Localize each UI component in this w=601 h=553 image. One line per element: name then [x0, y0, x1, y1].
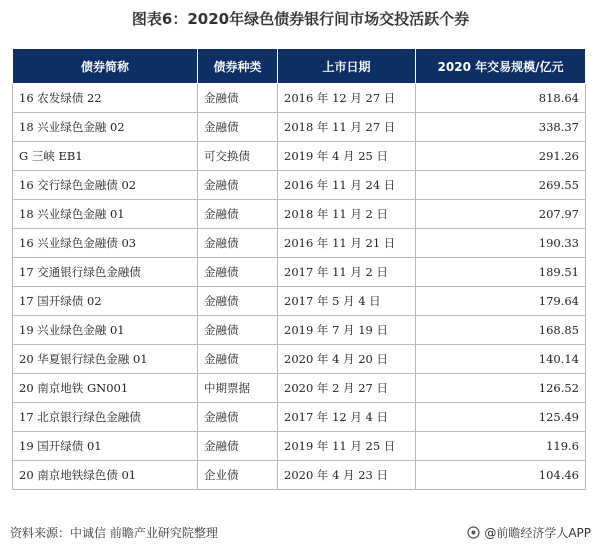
cell-bond-name: 19 国开绿债 01 [13, 432, 198, 461]
table-row [13, 403, 586, 432]
table-row [13, 258, 586, 287]
cell-bond-type: 金融债 [198, 229, 278, 258]
table-row [13, 229, 586, 258]
table-row [13, 171, 586, 200]
cell-bond-name: G 三峡 EB1 [13, 142, 198, 171]
page-title: 图表6：2020年绿色债券银行间市场交投活跃个券 [131, 10, 470, 28]
brand-text: @前瞻经济学人APP [484, 526, 591, 540]
cell-bond-type: 金融债 [198, 113, 278, 142]
cell-bond-name: 20 南京地铁 GN001 [13, 374, 198, 403]
cell-listing-date: 2018 年 11 月 27 日 [278, 113, 416, 142]
cell-bond-type: 可交换债 [198, 142, 278, 171]
column-header-bond-type: 债券种类 [198, 49, 278, 84]
cell-trading-volume: 818.64 [416, 84, 586, 113]
cell-trading-volume: 291.26 [416, 142, 586, 171]
cell-trading-volume: 179.64 [416, 287, 586, 316]
cell-trading-volume: 269.55 [416, 171, 586, 200]
cell-listing-date: 2020 年 4 月 20 日 [278, 345, 416, 374]
cell-listing-date: 2017 年 11 月 2 日 [278, 258, 416, 287]
cell-trading-volume: 189.51 [416, 258, 586, 287]
table-row [13, 432, 586, 461]
cell-trading-volume: 140.14 [416, 345, 586, 374]
cell-listing-date: 2020 年 4 月 23 日 [278, 461, 416, 490]
table-row [13, 200, 586, 229]
cell-listing-date: 2016 年 12 月 27 日 [278, 84, 416, 113]
cell-listing-date: 2019 年 4 月 25 日 [278, 142, 416, 171]
column-header-trading-volume: 2020 年交易规模/亿元 [416, 49, 586, 84]
cell-bond-type: 金融债 [198, 432, 278, 461]
table-row [13, 84, 586, 113]
cell-bond-type: 金融债 [198, 345, 278, 374]
cell-bond-type: 金融债 [198, 258, 278, 287]
cell-trading-volume: 168.85 [416, 316, 586, 345]
cell-listing-date: 2018 年 11 月 2 日 [278, 200, 416, 229]
cell-bond-type: 金融债 [198, 200, 278, 229]
cell-bond-name: 16 交行绿色金融债 02 [13, 171, 198, 200]
source-note: 资料来源：中诚信 前瞻产业研究院整理 [10, 526, 218, 540]
table-row [13, 316, 586, 345]
cell-bond-name: 18 兴业绿色金融 02 [13, 113, 198, 142]
cell-bond-name: 18 兴业绿色金融 01 [13, 200, 198, 229]
cell-listing-date: 2017 年 5 月 4 日 [278, 287, 416, 316]
table-row [13, 461, 586, 490]
cell-trading-volume: 190.33 [416, 229, 586, 258]
table-row [13, 113, 586, 142]
cell-bond-name: 19 兴业绿色金融 01 [13, 316, 198, 345]
cell-listing-date: 2016 年 11 月 24 日 [278, 171, 416, 200]
cell-listing-date: 2019 年 7 月 19 日 [278, 316, 416, 345]
cell-listing-date: 2017 年 12 月 4 日 [278, 403, 416, 432]
cell-bond-type: 中期票据 [198, 374, 278, 403]
cell-trading-volume: 207.97 [416, 200, 586, 229]
cell-bond-type: 金融债 [198, 287, 278, 316]
cell-bond-name: 20 华夏银行绿色金融 01 [13, 345, 198, 374]
column-header-bond-name: 债券简称 [13, 49, 198, 84]
cell-trading-volume: 126.52 [416, 374, 586, 403]
cell-bond-name: 17 交通银行绿色金融债 [13, 258, 198, 287]
brand-credit [467, 524, 591, 541]
cell-listing-date: 2020 年 2 月 27 日 [278, 374, 416, 403]
cell-trading-volume: 104.46 [416, 461, 586, 490]
cell-trading-volume: 119.6 [416, 432, 586, 461]
cell-listing-date: 2019 年 11 月 25 日 [278, 432, 416, 461]
table-row [13, 287, 586, 316]
cell-bond-type: 金融债 [198, 403, 278, 432]
cell-bond-name: 17 北京银行绿色金融债 [13, 403, 198, 432]
cell-listing-date: 2016 年 11 月 21 日 [278, 229, 416, 258]
table-row [13, 374, 586, 403]
table-row [13, 345, 586, 374]
cell-bond-type: 金融债 [198, 84, 278, 113]
bond-table [12, 48, 586, 490]
cell-bond-name: 17 国开绿债 02 [13, 287, 198, 316]
table-row [13, 142, 586, 171]
cell-bond-name: 16 兴业绿色金融债 03 [13, 229, 198, 258]
table-body [13, 84, 586, 490]
cell-bond-name: 16 农发绿债 22 [13, 84, 198, 113]
cell-bond-name: 20 南京地铁绿色债 01 [13, 461, 198, 490]
cell-bond-type: 企业债 [198, 461, 278, 490]
column-header-listing-date: 上市日期 [278, 49, 416, 84]
cell-trading-volume: 125.49 [416, 403, 586, 432]
cell-bond-type: 金融债 [198, 316, 278, 345]
brand-logo-icon [467, 526, 480, 539]
cell-trading-volume: 338.37 [416, 113, 586, 142]
cell-bond-type: 金融债 [198, 171, 278, 200]
table-header-row [13, 49, 586, 84]
